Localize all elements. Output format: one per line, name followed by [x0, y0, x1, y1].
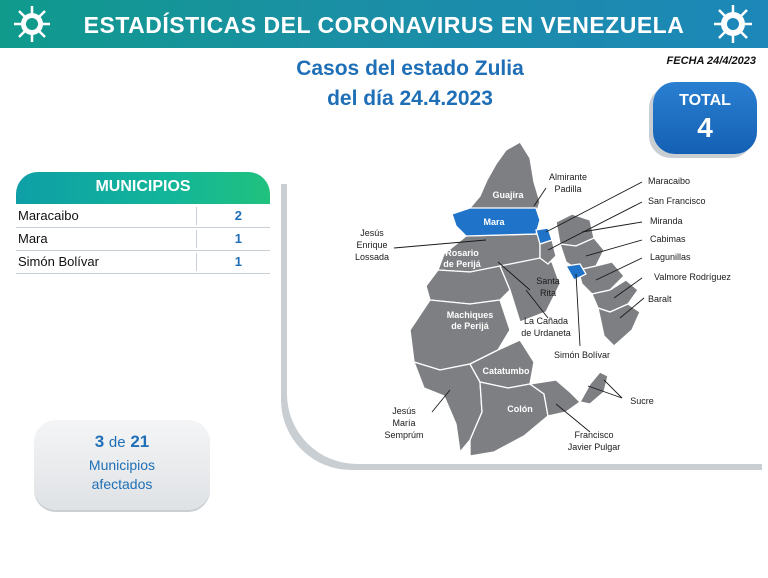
affected-count: [34, 432, 210, 452]
map-label-catatumbo: Catatumbo: [482, 366, 530, 376]
municipio-name: Simón Bolívar: [18, 254, 99, 269]
map-region-colon: [470, 382, 548, 456]
map-label-santa-rita: Santa Rita: [536, 276, 560, 298]
affected-number: 3: [94, 432, 105, 451]
map-label-guajira: Guajira: [492, 190, 524, 200]
map-label-francisco: Francisco Javier Pulgar: [567, 430, 621, 452]
map-label-sucre: Sucre: [630, 396, 654, 406]
municipio-name: Maracaibo: [18, 208, 79, 223]
map-label-baralt: Baralt: [648, 294, 672, 304]
affected-total: 21: [130, 432, 150, 451]
map-label-jesus-maria: Jesús María Semprúm: [384, 406, 424, 440]
map-label-cabimas: Cabimas: [650, 234, 686, 244]
map-label-mara: Mara: [483, 217, 505, 227]
affected-summary: [34, 420, 210, 510]
municipio-name: Mara: [18, 231, 48, 246]
map-label-la-canada: La Cañada de Urdaneta: [521, 316, 571, 338]
map-label-colon: Colón: [507, 404, 533, 414]
map-label-rosario: Rosario de Perijá: [443, 248, 481, 269]
map-label-maracaibo: Maracaibo: [648, 176, 691, 186]
municipio-count: 1: [234, 231, 242, 246]
total-label: TOTAL: [679, 92, 731, 109]
map-region-guajira: [470, 142, 540, 214]
map-region-baralt: [598, 304, 640, 346]
map-region-rosario: [426, 266, 510, 304]
map-label-san-francisco: San Francisco: [648, 196, 706, 206]
map-label-simon-bolivar: Simón Bolívar: [553, 350, 611, 360]
municipios-header: MUNICIPIOS: [16, 172, 270, 204]
affected-line2: Municipios: [88, 457, 156, 473]
map-label-jesus-enrique: Jesús Enrique Lossada: [354, 228, 390, 262]
map-label-almirante: Almirante Padilla: [548, 172, 588, 194]
date-label: FECHA 24/4/2023: [666, 55, 756, 67]
subtitle-line2: del día 24.4.2023: [327, 87, 493, 110]
map-label-valmore: Valmore Rodríguez: [654, 272, 731, 282]
affected-line3: afectados: [91, 476, 153, 492]
total-value: 4: [697, 112, 713, 143]
map-label-machiques: Machiques de Perijá: [446, 310, 494, 331]
subtitle-line1: Casos del estado Zulia: [296, 57, 524, 80]
affected-of: de: [108, 434, 126, 451]
page-title: ESTADÍSTICAS DEL CORONAVIRUS EN VENEZUELA: [83, 12, 685, 38]
municipio-count: 2: [234, 208, 242, 223]
map-label-miranda: Miranda: [650, 216, 683, 226]
map-label-lagunillas: Lagunillas: [650, 252, 691, 262]
municipio-count: 1: [234, 254, 242, 269]
affected-label: [34, 456, 210, 494]
